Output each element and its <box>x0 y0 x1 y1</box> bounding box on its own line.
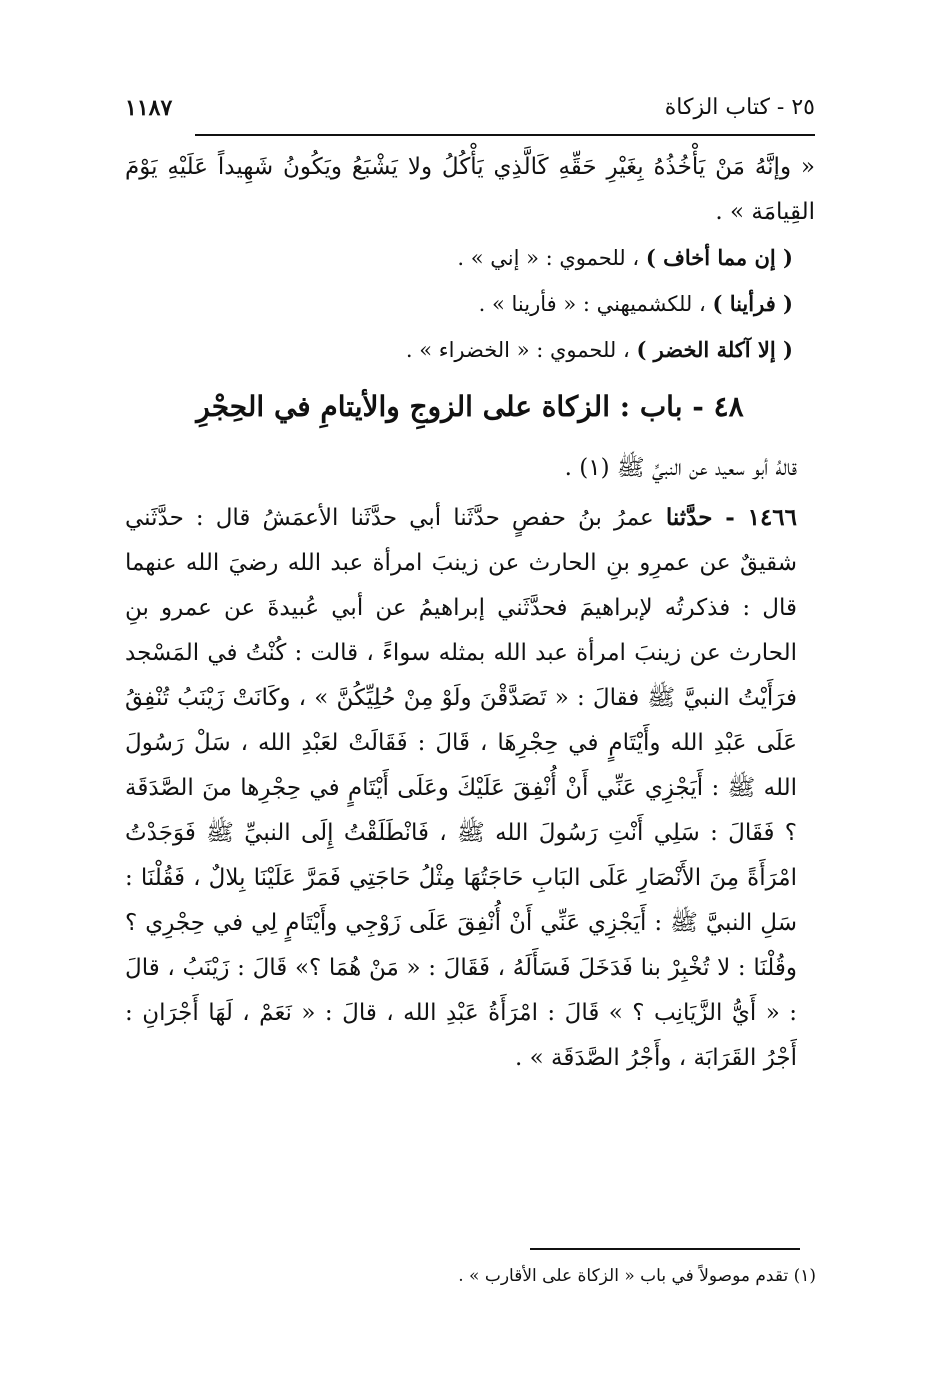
attribution-line: قالهُ أبو سعيد عن النبيِّ ﷺ (١) . <box>564 455 797 481</box>
hadith-number: ١٤٦٦ - حدَّثنا <box>665 504 798 531</box>
opening-quote: « وإنَّهُ مَنْ يَأْخُذُهُ بِغَيْرِ حَقِّهِ كَالَّذِي يَأْكُلُ ولا يَشْبَعُ ويَكُونُ شَهِيداً عَلَيْهِ يَوْمَ القِيامَة » . <box>125 154 815 225</box>
chapter-title: ٢٥ - كتاب الزكاة <box>664 95 815 120</box>
variant-note <box>125 327 815 373</box>
variant-text: ، للحموي : « إني » . <box>457 246 640 270</box>
main-text <box>125 145 815 1081</box>
page-header <box>125 92 815 132</box>
hadith-text: عمرُ بنُ حفصٍ حدَّثَنا أبي حدَّثَنا الأعمَشُ قال : حدَّثَني شقيقٌ عن عمرِو بنِ الحارث عن زينبَ امرأة عبد الله رضيَ الله عنهما قال : فذكرتُه لإبراهيمَ فحدَّثَني إبراهيمُ عن أبي عُبيدةَ عن عمرو بنِ الحارث عن زينبَ امرأة عبد الله بمثله سواءً ، قالت : كُنْتُ في المَسْجد فرَأَيْتُ النبيَّ ﷺ فقالَ : « تَصَدَّقْنَ ولَوْ مِنْ حُلِيِّكُنَّ » ، وكَانَتْ زَيْنَبُ تُنْفِقُ عَلَى عَبْدِ الله وأَيْتَامٍ في حِجْرِهَا ، قَالَ : فَقَالَتْ لعَبْدِ الله ، سَلْ رَسُولَ الله ﷺ : أَيَجْزِي عَنِّي أَنْ أُنْفِقَ عَلَيْكَ وعَلَى أَيْتَامٍ في حِجْرِها منَ الصَّدَقَة ؟ فَقَالَ : سَلِي أَنْتِ رَسُولَ الله ﷺ ، فَانْطَلَقْتُ إِلَى النبيِّ ﷺ فَوَجَدْتُ امْرَأَةً مِنَ الأَنْصَارِ عَلَى البَابِ حَاجَتُهَا مِثْلُ حَاجَتِي فَمَرَّ عَلَيْنَا بِلالٌ ، فَقُلْنَا : سَلِ النبيَّ ﷺ : أَيَجْزِي عَنِّي أَنْ أُنْفِقَ عَلَى زَوْجِي وأَيْتَامٍ لِي في حِجْرِي ؟ وقُلْنَا : لا تُخْبِرْ بنا فَدَخَلَ فَسَأَلَهُ ، فَقَالَ : « مَنْ هُمَا ؟» قَالَ : زَيْنَبُ ، قالَ : « أَيُّ الزَّيَانِب ؟ » قَالَ : امْرَأَةُ عَبْدِ الله ، قالَ : « نَعَمْ ، لَهَا أَجْرَانِ : أَجْرُ القَرَابَة ، وأَجْرُ الصَّدَقَة » . <box>125 505 797 1071</box>
variant-text: ، للكشميهني : « فأرينا » . <box>478 292 706 316</box>
variant-note <box>125 235 815 281</box>
page-number: ١١٨٧ <box>125 95 173 121</box>
hadith-paragraph <box>125 495 815 1081</box>
footnote-divider <box>530 1248 800 1250</box>
variant-term: ( إن مما أخاف ) <box>645 245 793 270</box>
header-divider <box>195 134 815 136</box>
footnote: (١) تقدم موصولاً في باب « الزكاة على الأقارب » . <box>458 1266 816 1286</box>
variant-text: ، للحموي : « الخضراء » . <box>405 338 630 362</box>
variant-term: ( إلا آكلة الخضر ) <box>636 337 793 362</box>
section-heading: ٤٨ - باب : الزكاة على الزوجِ والأيتامِ في الحِجْرِ <box>196 390 744 423</box>
variant-term: ( فرأينا ) <box>712 291 793 316</box>
variant-note <box>125 281 815 327</box>
